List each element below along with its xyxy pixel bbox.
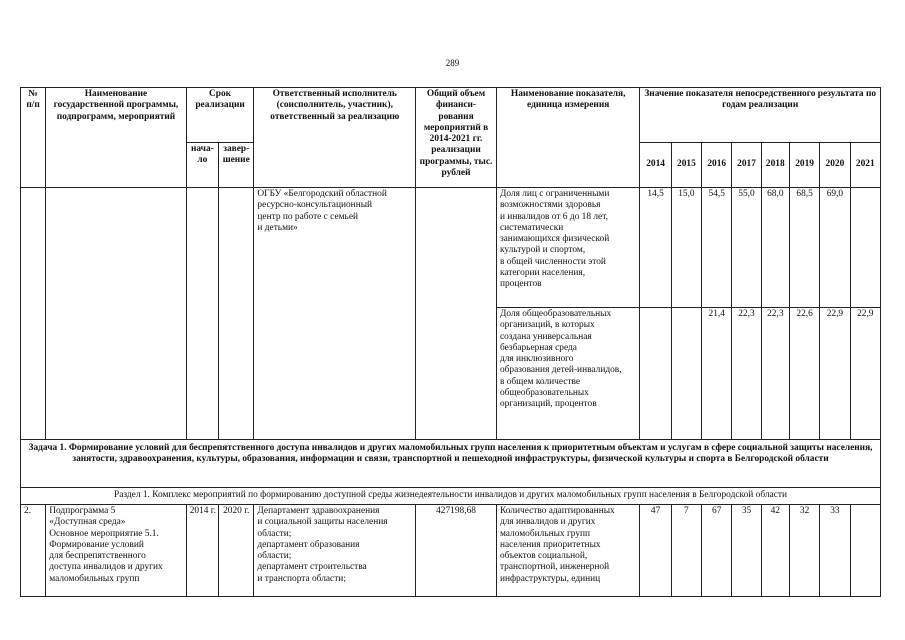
end-year-cell: 2020 г. [219,505,254,597]
year-header: 2016 [702,143,732,188]
value-cell: 22,9 [850,308,880,440]
value-cell: 22,3 [732,308,761,440]
value-cell: 21,4 [702,308,732,440]
task-heading: Задача 1. Формирование условий для беспрепятственного доступа инвалидов и других маломобильных групп населения к приоритетным объектам и услугам в сфере социальной защиты населения, занятости, здравоохранения, культуры, образования, информации и связи, транспортной и пешеходной инфраструктуры, физической культуры и спорта в Белгородской области [21,440,881,488]
value-cell: 15,0 [671,188,701,308]
value-cell: 22,3 [761,308,789,440]
value-cell [671,308,701,440]
col-indicator-header: Наименование показателя, единица измерения [496,88,639,188]
indicator-cell: Количество адаптированных для инвалидов и других маломобильных групп населения приоритетных объектов социальной, транспортной, инженерной инфраструктуры, единиц [496,505,639,597]
value-cell: 69,0 [820,188,850,308]
header-row-1 [21,88,881,143]
value-cell: 35 [732,505,761,597]
indicator-cell: Доля общеобразовательных организаций, в которых создана универсальная безбарьерная среда для инклюзивного образования детей-инвалидов, в общем количестве общеобразовательных организаций, процентов [496,308,639,440]
value-cell: 55,0 [732,188,761,308]
program-name-cell: Подпрограмма 5 «Доступная среда» Основное мероприятие 5.1. Формирование условий для беспрепятственного доступа инвалидов и других маломобильных групп [46,505,186,597]
value-cell: 22,9 [820,308,850,440]
table-row [21,505,881,597]
value-cell: 14,5 [640,188,671,308]
value-cell [850,188,880,308]
start-year-cell: 2014 г. [186,505,218,597]
task-row [21,440,881,488]
year-header: 2015 [671,143,701,188]
value-cell [850,505,880,597]
col-values-header: Значение показателя непосредственного результата по годам реализации [640,88,881,143]
value-cell: 33 [820,505,850,597]
section-heading: Раздел 1. Комплекс мероприятий по формированию доступной среды жизнедеятельности инвалидов и других маломобильных групп населения в Белгородской области [21,488,881,505]
col-volume-header: Общий объем финанси- рования мероприятий в 2014-2021 гг. реализации программы, тыс. рублей [416,88,497,188]
executor-cell: Департамент здравоохранения и социальной защиты населения области; департамент образования области; департамент строительства и транспорта области; [254,505,416,597]
col-term-header: Срок реализации [186,88,254,143]
value-cell: 68,0 [761,188,789,308]
year-header: 2017 [732,143,761,188]
col-executor-header: Ответственный исполнитель (соисполнитель, участник), ответственный за реализацию [254,88,416,188]
col-name-header: Наименование государственной программы, подпрограмм, мероприятий [46,88,186,188]
page-number: 289 [445,58,460,68]
year-header: 2014 [640,143,671,188]
col-num-header: № п/п [21,88,46,188]
row-number: 2. [21,505,46,597]
year-header: 2018 [761,143,789,188]
executor-cell: ОГБУ «Белгородский областной ресурсно-консультационный центр по работе с семьей и детьми» [254,188,416,440]
value-cell: 68,5 [789,188,819,308]
indicator-cell: Доля лиц с ограниченными возможностями здоровья и инвалидов от 6 до 18 лет, систематически занимающихся физической культурой и спортом, в общей численности этой категории населения, процентов [496,188,639,308]
program-table [20,87,881,597]
section-row [21,488,881,505]
value-cell: 42 [761,505,789,597]
table-row [21,188,881,308]
value-cell: 22,6 [789,308,819,440]
year-header: 2021 [850,143,880,188]
year-header: 2019 [789,143,819,188]
value-cell: 54,5 [702,188,732,308]
volume-cell: 427198,68 [416,505,497,597]
value-cell: 67 [702,505,732,597]
year-header: 2020 [820,143,850,188]
value-cell [640,308,671,440]
value-cell: 32 [789,505,819,597]
col-start-header: нача- ло [186,143,218,188]
value-cell: 7 [671,505,701,597]
col-end-header: завер- шение [219,143,254,188]
value-cell: 47 [640,505,671,597]
